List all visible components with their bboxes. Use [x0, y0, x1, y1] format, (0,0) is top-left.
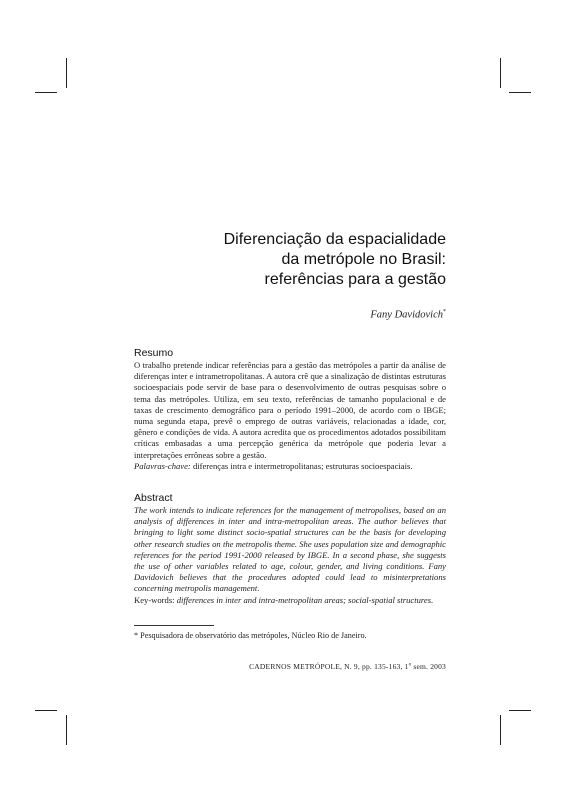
crop-mark — [35, 710, 57, 711]
crop-mark — [500, 58, 501, 88]
footnote: * Pesquisadora de observatório das metrópoles, Núcleo Rio de Janeiro. — [134, 631, 367, 640]
journal-tail: sem. 2003 — [411, 662, 446, 671]
resumo-text: O trabalho pretende indicar referências para a gestão das metrópoles a partir da análise de diferenças inter e intrametropolitanas. A autora crê que a sinalização de distintas estruturas socioespaciais pode servir de base para o desenvolvimento de outras pesquisas sobre o tema das metrópoles. Utiliza, em seu texto, referências de tamanho populacional e de taxas de crescimento demográfico para o período 1991–2000, de acordo com o IBGE; numa segunda etapa, prevê o emprego de outras variáveis, relacionadas a idade, cor, gênero e condições de vida. A autora acredita que os procedimentos adotados possibilitam críticas embasadas a uma percepção genérica da metrópole que poderia levar a interpretações errôneas sobre a gestão. — [134, 360, 446, 460]
title-line: da metrópole no Brasil: — [281, 251, 446, 268]
crop-mark — [500, 715, 501, 745]
resumo-keywords-text: diferenças intra e intermetropolitanas; estruturas socioespaciais. — [190, 460, 413, 471]
author-name: Fany Davidovich — [370, 309, 443, 321]
resumo-heading: Resumo — [134, 347, 174, 359]
abstract-keywords — [134, 595, 446, 606]
abstract-text: The work intends to indicate references for the management of metropolises, based on an analysis of differences in inter and intra-metropolitan areas. The author believes that bringing to light some distinct socio-spatial structures can be the basis for developing other research studies on the metropolis theme. She uses population size and demographic references for the period 1991-2000 released by IBGE. In a second phase, she suggests the use of other variables related to age, colour, gender, and living conditions. Fany Davidovich believes that the procedures adopted could lead to misinterpretations concerning metropolis management. — [134, 505, 446, 594]
title-line: referências para a gestão — [264, 271, 446, 288]
crop-mark — [509, 92, 531, 93]
crop-mark — [35, 92, 57, 93]
abstract-keywords-label: Key-words: — [134, 594, 175, 605]
title-line: Diferenciação da espacialidade — [223, 231, 446, 248]
resumo-keywords — [134, 461, 446, 472]
journal-citation — [249, 662, 446, 671]
crop-mark — [509, 710, 531, 711]
crop-mark — [66, 715, 67, 745]
abstract-section — [134, 492, 446, 606]
journal-sup: o — [408, 662, 412, 668]
author-line — [370, 309, 446, 321]
abstract-heading: Abstract — [134, 492, 173, 504]
resumo-section — [134, 347, 446, 472]
journal-text: CADERNOS METRÓPOLE, N. 9, pp. 135-163, 1 — [249, 662, 409, 671]
author-footnote-marker: * — [443, 309, 446, 315]
crop-mark — [66, 58, 67, 88]
article-title — [116, 230, 446, 290]
abstract-keywords-text: differences in inter and intra-metropolitan areas; social-spatial structures. — [174, 594, 434, 605]
abstract-body — [134, 505, 446, 606]
resumo-body — [134, 360, 446, 472]
footnote-rule — [134, 625, 214, 626]
resumo-keywords-label: Palavras-chave: — [134, 460, 191, 471]
